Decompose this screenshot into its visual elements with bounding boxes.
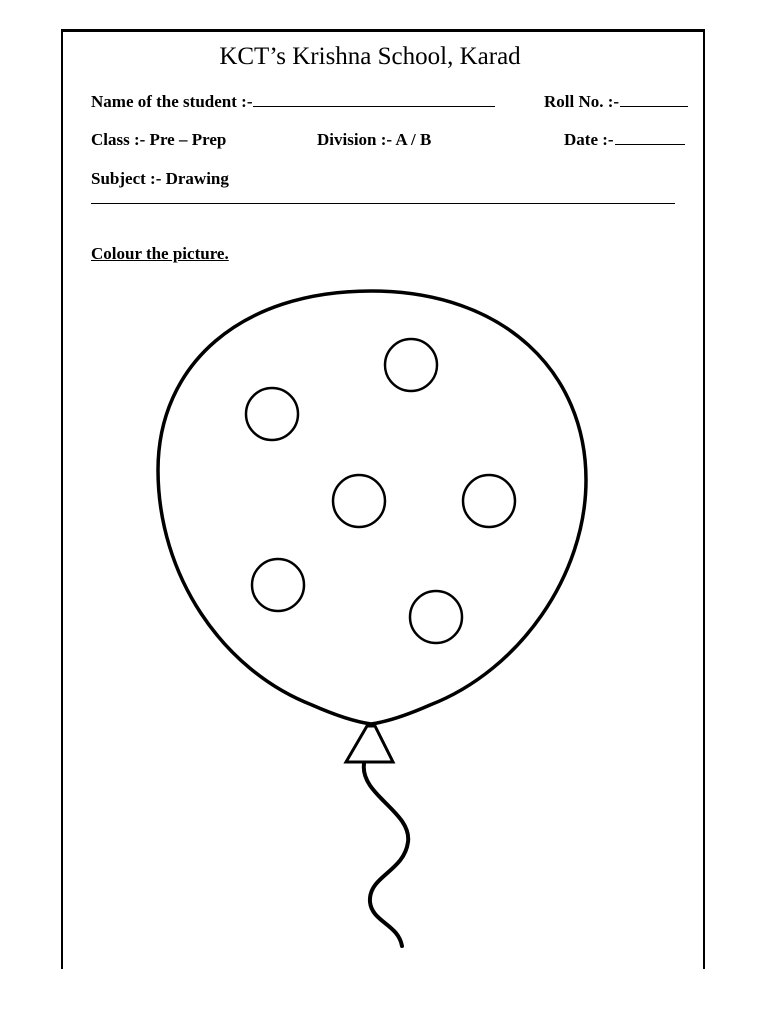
balloon-spot xyxy=(333,475,385,527)
balloon-spot xyxy=(246,388,298,440)
class-field: Class :- Pre – Prep xyxy=(91,130,227,149)
balloon-spot xyxy=(252,559,304,611)
balloon-knot xyxy=(346,726,393,762)
school-title: KCT’s Krishna School, Karad xyxy=(219,43,521,70)
balloon-string xyxy=(364,764,408,946)
division-field: Division :- A / B xyxy=(317,130,432,149)
student-name-label: Name of the student :- xyxy=(91,92,253,111)
date-label: Date :- xyxy=(564,130,614,149)
subject-field: Subject :- Drawing xyxy=(91,169,229,188)
balloon-spot xyxy=(385,339,437,391)
balloon-spot xyxy=(410,591,462,643)
roll-no-label: Roll No. :- xyxy=(544,92,620,111)
instruction-text: Colour the picture. xyxy=(91,244,229,263)
balloon-spot xyxy=(463,475,515,527)
